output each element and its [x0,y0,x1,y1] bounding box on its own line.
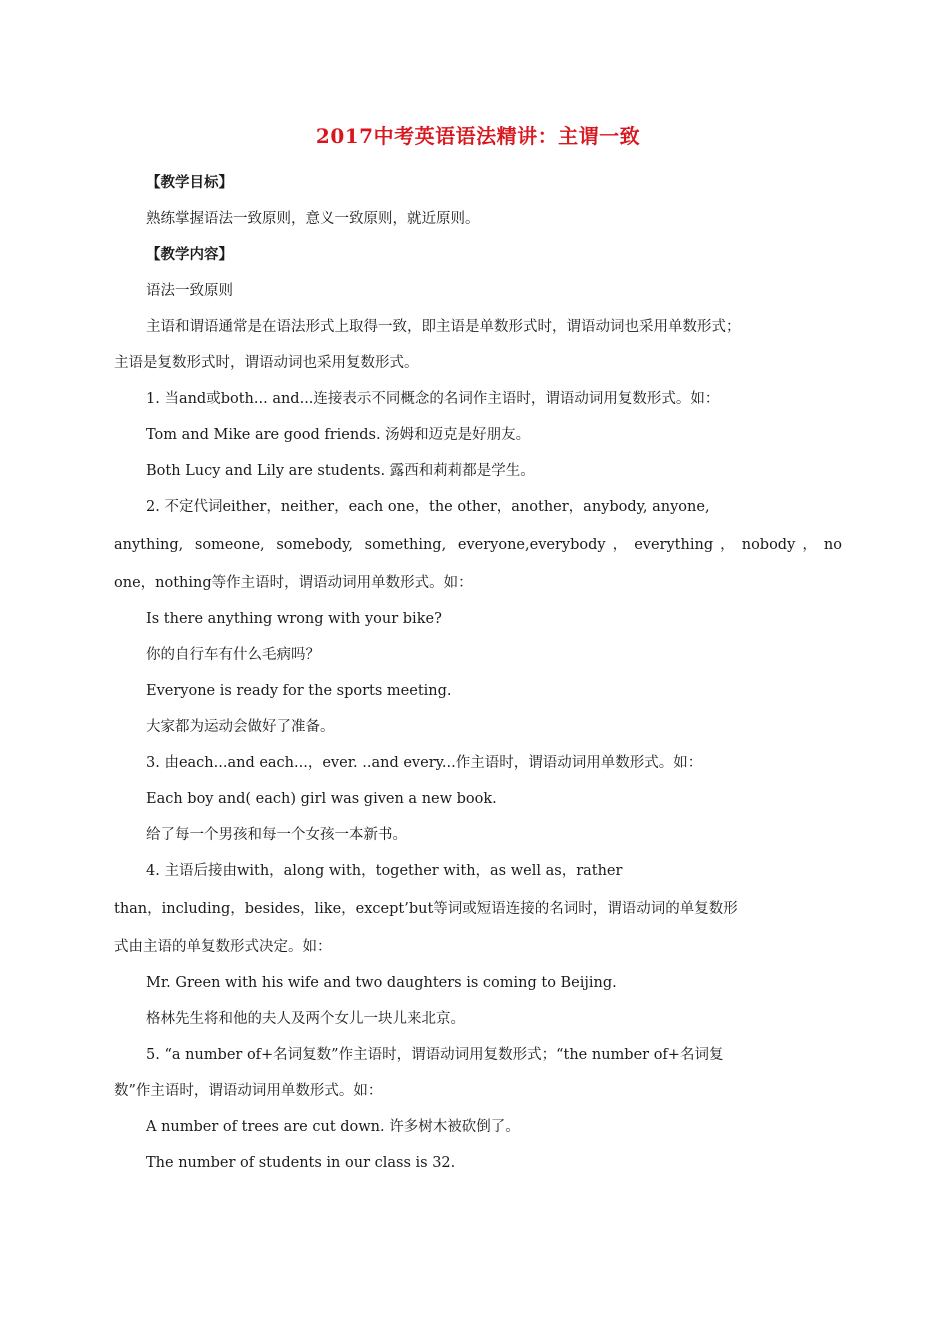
text-line: 格林先生将和他的夫人及两个女儿一块儿来北京。 [146,1011,465,1027]
text-line: anything, someone, somebody, something, everyone,everybody，everything，nobody，no [114,537,842,553]
text-line: 大家都为运动会做好了准备。 [146,719,335,735]
text-line: Is there anything wrong with your bike? [146,611,442,627]
text-line: Mr. Green with his wife and two daughters is coming to Beijing. [146,975,617,991]
text-line: Everyone is ready for the sports meeting. [146,683,452,699]
text-line: 3. 由each...and each...，ever. ..and every...作主语时，谓语动词用单数形式。如： [146,755,703,771]
document-body [114,165,842,1181]
text-line: The number of students in our class is 32. [146,1155,456,1171]
text-line: 数”作主语时，谓语动词用单数形式。如： [114,1083,383,1099]
text-line: 主语是复数形式时，谓语动词也采用复数形式。 [114,355,419,371]
document-title: 2017中考英语语法精讲：主谓一致 [315,124,641,148]
text-line: Both Lucy and Lily are students. 露西和莉莉都是学生。 [146,463,535,479]
text-line: 2. 不定代词either，neither，each one，the other，another，anybody, anyone, [146,499,710,515]
text-line: 式由主语的单复数形式决定。如： [114,939,332,955]
text-line: A number of trees are cut down. 许多树木被砍倒了。 [146,1119,520,1135]
text-line: Each boy and( each) girl was given a new book. [146,791,497,807]
text-line: 【教学内容】 [146,246,233,263]
text-line: than，including，besides，like，except’but等词或短语连接的名词时，谓语动词的单复数形 [114,901,738,917]
text-line: 语法一致原则 [146,283,233,299]
text-line: 主语和谓语通常是在语法形式上取得一致，即主语是单数形式时，谓语动词也采用单数形式； [146,319,741,335]
text-line: 你的自行车有什么毛病吗？ [146,647,320,663]
text-line: 给了每一个男孩和每一个女孩一本新书。 [146,827,407,843]
text-line: 4. 主语后接由with，along with，together with，as well as，rather [146,863,623,879]
text-line: 熟练掌握语法一致原则，意义一致原则，就近原则。 [146,211,480,227]
text-line: 1. 当and或both... and...连接表示不同概念的名词作主语时，谓语动词用复数形式。如： [146,391,720,407]
text-line: one，nothing等作主语时，谓语动词用单数形式。如： [114,575,473,591]
text-line: 【教学目标】 [146,174,233,191]
text-line: Tom and Mike are good friends. 汤姆和迈克是好朋友。 [146,427,531,443]
text-line: 5. “a number of+名词复数”作主语时，谓语动词用复数形式；“the number of+名词复 [146,1047,724,1063]
